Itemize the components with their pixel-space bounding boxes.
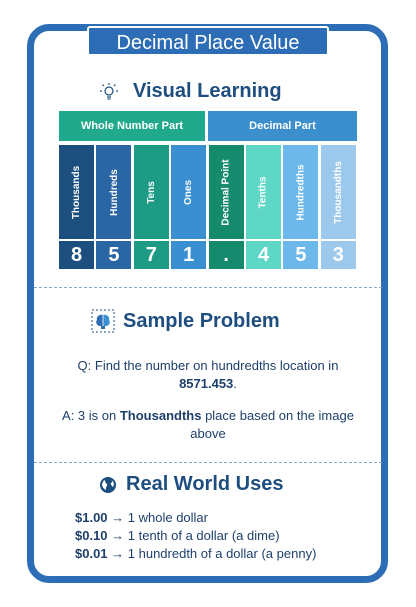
lightbulb-icon <box>99 82 119 102</box>
amount-description: → 1 whole dollar <box>107 510 208 525</box>
answer-bold: Thousandths <box>119 408 202 423</box>
answer-prefix: A: 3 is on <box>62 408 120 423</box>
globe-icon <box>99 476 117 494</box>
list-item <box>75 509 316 527</box>
place-column-decimal-point <box>209 145 244 239</box>
place-label: Tens <box>145 180 157 204</box>
question-suffix: . <box>233 376 237 391</box>
answer-suffix: place based on the image above <box>190 408 354 441</box>
amount: $0.01 <box>75 546 108 561</box>
place-label: Ones <box>183 179 195 205</box>
whole-number-header: Whole Number Part <box>59 111 205 141</box>
list-item <box>75 545 316 563</box>
place-column-tens <box>134 145 169 239</box>
digit-cell: 4 <box>246 241 281 269</box>
real-world-uses-heading <box>99 473 283 496</box>
amount-description: → 1 hundredth of a dollar (a penny) <box>107 546 317 561</box>
visual-learning-heading <box>99 80 282 103</box>
amount-description: → 1 tenth of a dollar (a dime) <box>107 528 280 543</box>
amount: $0.10 <box>75 528 108 543</box>
place-label: Thousands <box>71 165 82 219</box>
digit-cell: 5 <box>283 241 318 269</box>
digit-cell: 5 <box>96 241 131 269</box>
list-item <box>75 527 316 545</box>
place-column-thousandths <box>321 145 356 239</box>
decimal-part-header: Decimal Part <box>208 111 357 141</box>
brain-icon <box>91 309 115 333</box>
place-column-tenths <box>246 145 281 239</box>
question-number: 8571.453 <box>179 376 234 391</box>
place-label: Hundredths <box>295 163 307 221</box>
digit-cell: 7 <box>134 241 169 269</box>
question-prefix: Q: Find the number on hundredths location in <box>77 358 339 373</box>
question-text <box>50 357 366 393</box>
digit-cell: . <box>209 241 244 269</box>
place-column-hundredths <box>283 145 318 239</box>
visual-learning-title: Visual Learning <box>133 80 282 102</box>
place-label: Decimal Point <box>220 158 232 226</box>
page-title: Decimal Place Value <box>87 26 329 56</box>
digit-cell: 8 <box>59 241 94 269</box>
place-column-hundreds <box>96 145 131 239</box>
place-column-ones <box>171 145 206 239</box>
place-column-thousands <box>59 145 94 239</box>
place-label: Tenths <box>257 175 269 209</box>
sample-problem-title: Sample Problem <box>123 309 280 332</box>
digit-cell: 3 <box>321 241 356 269</box>
answer-text <box>50 407 366 443</box>
place-label: Thousandths <box>332 160 344 224</box>
uses-list <box>75 509 316 563</box>
digit-cell: 1 <box>171 241 206 269</box>
amount: $1.00 <box>75 510 108 525</box>
card-frame <box>27 24 388 583</box>
section-divider <box>34 287 382 288</box>
sample-problem-heading <box>91 309 280 333</box>
section-divider <box>34 462 382 463</box>
place-value-chart <box>59 111 357 269</box>
real-world-uses-title: Real World Uses <box>126 473 284 495</box>
place-label: Hundreds <box>108 168 120 216</box>
